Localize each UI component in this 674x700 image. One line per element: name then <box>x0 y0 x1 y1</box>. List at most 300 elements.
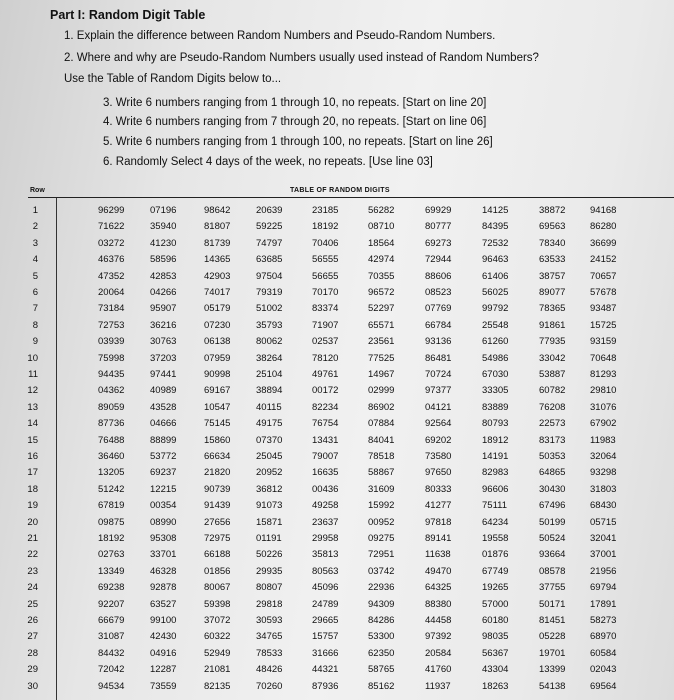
digit-group: 41760 <box>425 664 452 676</box>
digit-group: 81739 <box>204 237 231 249</box>
row-number: 14 <box>27 418 38 430</box>
digit-group: 67819 <box>98 500 125 512</box>
digit-group: 69929 <box>425 205 452 216</box>
digit-group: 71622 <box>98 221 125 233</box>
digit-group: 56282 <box>368 205 395 216</box>
digit-group: 06138 <box>204 336 231 348</box>
digit-group: 22573 <box>539 418 566 430</box>
digit-group: 19265 <box>482 582 509 594</box>
digit-group: 99792 <box>482 303 509 315</box>
digit-group: 31076 <box>590 401 617 413</box>
digit-group: 60180 <box>482 615 509 626</box>
digit-group: 30593 <box>256 615 283 626</box>
digit-group: 04666 <box>150 418 177 430</box>
table-row <box>0 369 674 385</box>
digit-group: 76488 <box>98 434 125 446</box>
row-number: 13 <box>27 401 38 413</box>
digit-group: 37001 <box>590 549 617 561</box>
digit-group: 42853 <box>150 270 177 282</box>
table-row <box>0 615 674 631</box>
digit-group: 97392 <box>425 631 452 643</box>
digit-group: 83889 <box>482 401 509 413</box>
digit-group: 22936 <box>368 582 395 594</box>
digit-group: 63527 <box>150 598 177 610</box>
digit-group: 19558 <box>482 533 509 544</box>
digit-group: 52949 <box>204 647 231 659</box>
digit-group: 67496 <box>539 500 566 512</box>
digit-group: 18192 <box>98 533 125 544</box>
table-row <box>0 451 674 467</box>
table-row <box>0 566 674 582</box>
row-number: 29 <box>27 664 38 676</box>
digit-group: 90739 <box>204 483 231 495</box>
table-row <box>0 254 674 270</box>
digit-group: 50226 <box>256 549 283 561</box>
digit-group: 84041 <box>368 434 395 446</box>
digit-group: 15871 <box>256 516 283 528</box>
digit-group: 64325 <box>425 582 452 594</box>
digit-group: 73559 <box>150 680 177 692</box>
digit-group: 44321 <box>312 664 339 676</box>
digit-group: 97504 <box>256 270 283 282</box>
digit-group: 31087 <box>98 631 125 643</box>
digit-group: 66188 <box>204 549 231 561</box>
digit-group: 29935 <box>256 565 283 577</box>
digit-group: 66634 <box>204 451 231 462</box>
digit-group: 33042 <box>539 352 566 364</box>
digit-group: 97818 <box>425 516 452 528</box>
digit-group: 73580 <box>425 451 452 462</box>
digit-group: 58596 <box>150 254 177 266</box>
digit-group: 69564 <box>590 680 617 692</box>
digit-group: 36812 <box>256 483 283 495</box>
digit-group: 00354 <box>150 500 177 512</box>
table-row <box>0 599 674 615</box>
digit-group: 97650 <box>425 467 452 479</box>
digit-group: 69237 <box>150 467 177 479</box>
digit-group: 61406 <box>482 270 509 282</box>
row-number: 6 <box>32 287 38 298</box>
digit-group: 72944 <box>425 254 452 266</box>
digit-group: 08578 <box>539 565 566 577</box>
table-row <box>0 385 674 401</box>
digit-group: 72042 <box>98 664 125 676</box>
table-row <box>0 648 674 664</box>
digit-group: 80777 <box>425 221 452 233</box>
digit-group: 59398 <box>204 598 231 610</box>
digit-group: 01856 <box>204 565 231 577</box>
digit-group: 69167 <box>204 385 231 397</box>
table-top-rule <box>28 197 674 198</box>
digit-group: 35793 <box>256 319 283 331</box>
digit-group: 75145 <box>204 418 231 430</box>
digit-group: 02537 <box>312 336 339 348</box>
row-number: 10 <box>27 352 38 364</box>
digit-group: 35940 <box>150 221 177 233</box>
digit-group: 05715 <box>590 516 617 528</box>
digit-group: 42903 <box>204 270 231 282</box>
digit-group: 95907 <box>150 303 177 315</box>
digit-group: 15992 <box>368 500 395 512</box>
row-number: 23 <box>27 565 38 577</box>
digit-group: 66784 <box>425 319 452 331</box>
table-row <box>0 533 674 549</box>
digit-group: 96299 <box>98 205 125 216</box>
digit-group: 49470 <box>425 565 452 577</box>
table-row <box>0 484 674 500</box>
table-row <box>0 320 674 336</box>
digit-group: 82135 <box>204 680 231 692</box>
digit-group: 29818 <box>256 598 283 610</box>
digit-group: 56025 <box>482 287 509 298</box>
digit-group: 25045 <box>256 451 283 462</box>
digit-group: 61260 <box>482 336 509 348</box>
digit-group: 31666 <box>312 647 339 659</box>
digit-group: 49258 <box>312 500 339 512</box>
digit-group: 10547 <box>204 401 231 413</box>
digit-group: 89141 <box>425 533 452 544</box>
digit-group: 49175 <box>256 418 283 430</box>
digit-group: 80563 <box>312 565 339 577</box>
digit-group: 77935 <box>539 336 566 348</box>
digit-group: 56555 <box>312 254 339 266</box>
digit-group: 07884 <box>368 418 395 430</box>
digit-group: 25548 <box>482 319 509 331</box>
row-number: 28 <box>27 647 38 659</box>
digit-group: 07370 <box>256 434 283 446</box>
table-row <box>0 271 674 287</box>
digit-group: 80793 <box>482 418 509 430</box>
digit-group: 96606 <box>482 483 509 495</box>
digit-group: 93664 <box>539 549 566 561</box>
digit-group: 09875 <box>98 516 125 528</box>
digit-group: 38264 <box>256 352 283 364</box>
digit-group: 60782 <box>539 385 566 397</box>
digit-group: 16635 <box>312 467 339 479</box>
digit-group: 86902 <box>368 401 395 413</box>
digit-group: 32041 <box>590 533 617 544</box>
digit-group: 05179 <box>204 303 231 315</box>
digit-group: 41230 <box>150 237 177 249</box>
digit-group: 67749 <box>482 565 509 577</box>
table-row <box>0 205 674 221</box>
digit-group: 79007 <box>312 451 339 462</box>
digit-group: 38757 <box>539 270 566 282</box>
digit-group: 78340 <box>539 237 566 249</box>
digit-group: 30430 <box>539 483 566 495</box>
digit-group: 33305 <box>482 385 509 397</box>
digit-group: 07959 <box>204 352 231 364</box>
digit-group: 57678 <box>590 287 617 298</box>
digit-group: 78518 <box>368 451 395 462</box>
digit-group: 20584 <box>425 647 452 659</box>
digit-group: 42974 <box>368 254 395 266</box>
digit-group: 94309 <box>368 598 395 610</box>
digit-group: 31803 <box>590 483 617 495</box>
digit-group: 88899 <box>150 434 177 446</box>
digit-group: 02763 <box>98 549 125 561</box>
digit-group: 34765 <box>256 631 283 643</box>
digit-group: 70648 <box>590 352 617 364</box>
digit-group: 21081 <box>204 664 231 676</box>
digit-group: 13205 <box>98 467 125 479</box>
row-number: 8 <box>32 319 38 331</box>
digit-group: 02043 <box>590 664 617 676</box>
digit-group: 14191 <box>482 451 509 462</box>
digit-group: 11983 <box>590 434 616 446</box>
digit-group: 91861 <box>539 319 566 331</box>
digit-group: 36216 <box>150 319 177 331</box>
digit-group: 32064 <box>590 451 617 462</box>
digit-group: 07196 <box>150 205 177 216</box>
digit-group: 40989 <box>150 385 177 397</box>
digit-group: 81293 <box>590 369 617 380</box>
row-number: 24 <box>27 582 38 594</box>
digit-group: 08710 <box>368 221 395 233</box>
digit-group: 51002 <box>256 303 283 315</box>
digit-group: 18192 <box>312 221 339 233</box>
digit-group: 12287 <box>150 664 177 676</box>
digit-group: 03939 <box>98 336 125 348</box>
digit-group: 72753 <box>98 319 125 331</box>
digit-group: 53300 <box>368 631 395 643</box>
digit-group: 80333 <box>425 483 452 495</box>
row-number: 15 <box>27 434 38 446</box>
digit-group: 79319 <box>256 287 283 298</box>
digit-group: 88606 <box>425 270 452 282</box>
digit-group: 29810 <box>590 385 617 397</box>
digit-group: 33701 <box>150 549 177 561</box>
digit-group: 60322 <box>204 631 231 643</box>
digit-group: 59225 <box>256 221 283 233</box>
row-number: 12 <box>27 385 38 397</box>
digit-group: 68430 <box>590 500 617 512</box>
row-number: 21 <box>27 533 38 544</box>
digit-group: 82234 <box>312 401 339 413</box>
digit-group: 84286 <box>368 615 395 626</box>
table-row <box>0 287 674 303</box>
table-row <box>0 664 674 680</box>
digit-group: 80067 <box>204 582 231 594</box>
digit-group: 62350 <box>368 647 395 659</box>
table-row <box>0 517 674 533</box>
digit-group: 90998 <box>204 369 231 380</box>
digit-group: 94435 <box>98 369 125 380</box>
digit-group: 81807 <box>204 221 231 233</box>
digit-group: 43304 <box>482 664 509 676</box>
table-title: TABLE OF RANDOM DIGITS <box>290 187 390 194</box>
digit-group: 97441 <box>150 369 177 380</box>
question-2: 2. Where and why are Pseudo-Random Numbers usually used instead of Random Numbers? <box>64 52 539 64</box>
digit-group: 58765 <box>368 664 395 676</box>
digit-group: 37203 <box>150 352 177 364</box>
digit-group: 91439 <box>204 500 231 512</box>
digit-group: 42430 <box>150 631 177 643</box>
digit-group: 60584 <box>590 647 617 659</box>
digit-group: 94168 <box>590 205 617 216</box>
digit-group: 69238 <box>98 582 125 594</box>
digit-group: 78120 <box>312 352 339 364</box>
digit-group: 86481 <box>425 352 452 364</box>
digit-group: 04121 <box>425 401 452 413</box>
digit-group: 07769 <box>425 303 452 315</box>
digit-group: 45096 <box>312 582 339 594</box>
digit-group: 50524 <box>539 533 566 544</box>
digit-group: 80807 <box>256 582 283 594</box>
digit-group: 70724 <box>425 369 452 380</box>
digit-group: 00172 <box>312 385 339 397</box>
digit-group: 76754 <box>312 418 339 430</box>
digit-group: 66679 <box>98 615 125 626</box>
digit-group: 74797 <box>256 237 283 249</box>
digit-group: 27656 <box>204 516 231 528</box>
digit-group: 36699 <box>590 237 617 249</box>
digit-group: 92207 <box>98 598 125 610</box>
digit-group: 04266 <box>150 287 177 298</box>
digit-group: 29665 <box>312 615 339 626</box>
digit-group: 18263 <box>482 680 509 692</box>
table-row <box>0 303 674 319</box>
digit-group: 92878 <box>150 582 177 594</box>
digit-group: 93298 <box>590 467 617 479</box>
row-number: 11 <box>28 369 38 380</box>
digit-group: 46328 <box>150 565 177 577</box>
row-number: 17 <box>27 467 38 479</box>
digit-group: 56655 <box>312 270 339 282</box>
digit-group: 77525 <box>368 352 395 364</box>
digit-group: 24152 <box>590 254 617 266</box>
digit-group: 94534 <box>98 680 125 692</box>
digit-group: 57000 <box>482 598 509 610</box>
digit-group: 23185 <box>312 205 339 216</box>
digit-group: 08523 <box>425 287 452 298</box>
digit-group: 84395 <box>482 221 509 233</box>
digit-group: 69794 <box>590 582 617 594</box>
table-row <box>0 435 674 451</box>
digit-group: 97377 <box>425 385 452 397</box>
instructions-text: Use the Table of Random Digits below to... <box>64 73 282 85</box>
digit-group: 50199 <box>539 516 566 528</box>
digit-group: 71907 <box>312 319 339 331</box>
digit-group: 54986 <box>482 352 509 364</box>
digit-group: 38894 <box>256 385 283 397</box>
digit-group: 85162 <box>368 680 395 692</box>
table-row <box>0 353 674 369</box>
digit-group: 15757 <box>312 631 339 643</box>
digit-group: 69273 <box>425 237 452 249</box>
digit-group: 72951 <box>368 549 395 561</box>
digit-group: 53887 <box>539 369 566 380</box>
digit-group: 02999 <box>368 385 395 397</box>
table-row <box>0 238 674 254</box>
row-number: 20 <box>27 516 38 528</box>
digit-group: 35813 <box>312 549 339 561</box>
digit-group: 46376 <box>98 254 125 266</box>
digit-group: 20064 <box>98 287 125 298</box>
digit-group: 31609 <box>368 483 395 495</box>
digit-group: 69563 <box>539 221 566 233</box>
row-number: 18 <box>27 483 38 495</box>
digit-group: 38872 <box>539 205 566 216</box>
digit-group: 51242 <box>98 483 125 495</box>
digit-group: 01876 <box>482 549 509 561</box>
digit-group: 04362 <box>98 385 125 397</box>
digit-group: 49761 <box>312 369 339 380</box>
table-row <box>0 631 674 647</box>
digit-group: 15725 <box>590 319 617 331</box>
row-number: 3 <box>32 237 38 249</box>
digit-group: 05228 <box>539 631 566 643</box>
digit-group: 63533 <box>539 254 566 266</box>
digit-group: 70355 <box>368 270 395 282</box>
digit-group: 03272 <box>98 237 125 249</box>
digit-group: 78533 <box>256 647 283 659</box>
digit-group: 92564 <box>425 418 452 430</box>
digit-group: 65571 <box>368 319 395 331</box>
row-number: 27 <box>27 631 38 643</box>
task-6: 6. Randomly Select 4 days of the week, no repeats. [Use line 03] <box>103 156 433 168</box>
digit-group: 64865 <box>539 467 566 479</box>
digit-group: 44458 <box>425 615 452 626</box>
digit-group: 72975 <box>204 533 231 544</box>
row-number: 9 <box>32 336 38 348</box>
table-row <box>0 582 674 598</box>
digit-group: 18912 <box>482 434 509 446</box>
digit-group: 37072 <box>204 615 231 626</box>
digit-group: 84432 <box>98 647 125 659</box>
digit-group: 20952 <box>256 467 283 479</box>
digit-group: 01191 <box>256 533 282 544</box>
digit-group: 58867 <box>368 467 395 479</box>
row-number: 19 <box>27 500 38 512</box>
digit-group: 74017 <box>204 287 231 298</box>
digit-group: 67902 <box>590 418 617 430</box>
digit-group: 36460 <box>98 451 125 462</box>
digit-group: 14967 <box>368 369 395 380</box>
table-row <box>0 500 674 516</box>
digit-group: 63685 <box>256 254 283 266</box>
digit-group: 70260 <box>256 680 283 692</box>
digit-group: 93487 <box>590 303 617 315</box>
row-column-header: Row <box>30 187 45 194</box>
digit-group: 58273 <box>590 615 617 626</box>
row-number: 2 <box>32 221 38 233</box>
row-number: 22 <box>27 549 38 561</box>
digit-group: 87936 <box>312 680 339 692</box>
digit-group: 69202 <box>425 434 452 446</box>
digit-group: 47352 <box>98 270 125 282</box>
digit-group: 70657 <box>590 270 617 282</box>
table-row <box>0 549 674 565</box>
digit-group: 76208 <box>539 401 566 413</box>
row-number: 26 <box>27 615 38 626</box>
digit-group: 83374 <box>312 303 339 315</box>
digit-group: 48426 <box>256 664 283 676</box>
digit-group: 68970 <box>590 631 617 643</box>
digit-group: 88380 <box>425 598 452 610</box>
digit-group: 89077 <box>539 287 566 298</box>
digit-group: 75998 <box>98 352 125 364</box>
digit-group: 11937 <box>425 680 451 692</box>
digit-group: 18564 <box>368 237 395 249</box>
digit-group: 67030 <box>482 369 509 380</box>
digit-group: 82983 <box>482 467 509 479</box>
digit-group: 15860 <box>204 434 231 446</box>
digit-group: 09275 <box>368 533 395 544</box>
digit-group: 23637 <box>312 516 339 528</box>
digit-group: 21956 <box>590 565 617 577</box>
digit-group: 87736 <box>98 418 125 430</box>
